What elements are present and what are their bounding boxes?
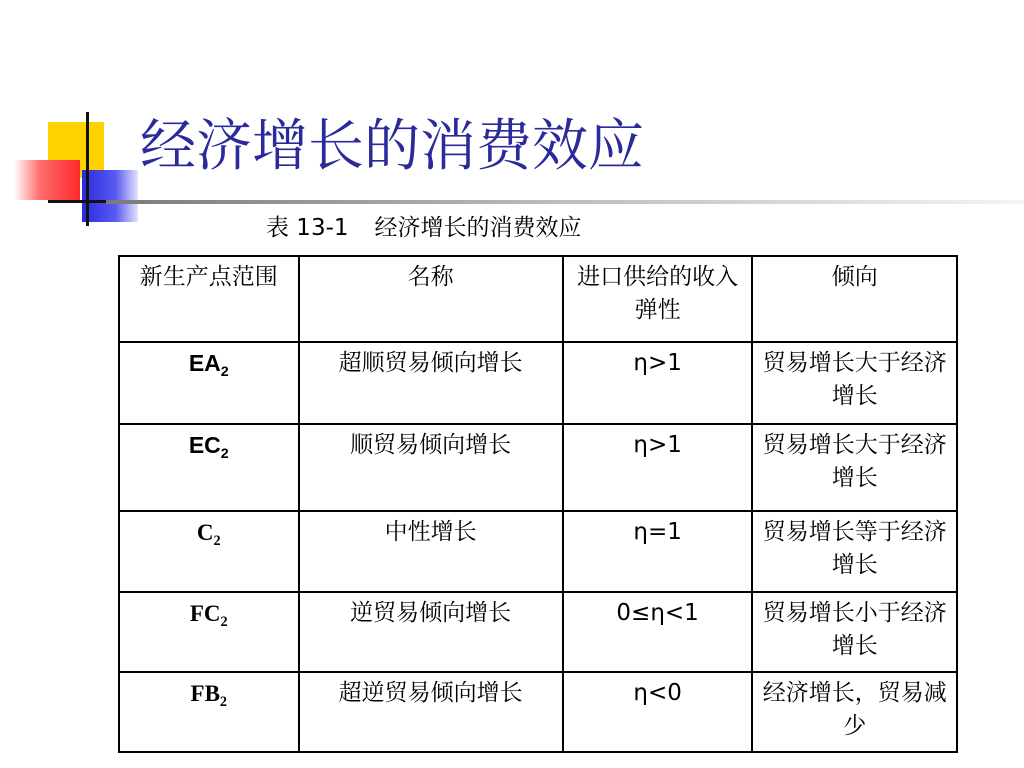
cell-point — [119, 672, 299, 752]
cell-point — [119, 592, 299, 672]
cell-name: 超逆贸易倾向增长 — [299, 672, 563, 752]
cell-point — [119, 511, 299, 592]
point-subscript: 2 — [220, 445, 229, 462]
point-label: EC — [188, 432, 221, 458]
table-row — [119, 592, 957, 672]
cell-name: 逆贸易倾向增长 — [299, 592, 563, 672]
cell-point — [119, 424, 299, 511]
slide-title: 经济增长的消费效应 — [140, 114, 644, 179]
ornament-blue-square — [82, 170, 138, 222]
ornament-vertical-line — [86, 112, 89, 226]
cell-name: 顺贸易倾向增长 — [299, 424, 563, 511]
cell-name: 超顺贸易倾向增长 — [299, 342, 563, 424]
point-subscript: 2 — [220, 613, 228, 630]
table-caption-number: 表 13-1 — [266, 215, 349, 241]
table-row — [119, 672, 957, 752]
growth-effect-table — [118, 255, 958, 753]
cell-tendency: 贸易增长小于经济增长 — [752, 592, 957, 672]
point-subscript: 2 — [213, 532, 221, 549]
cell-elasticity: 0≤η<1 — [563, 592, 753, 672]
point-subscript: 2 — [220, 363, 229, 380]
cell-tendency: 贸易增长大于经济增长 — [752, 424, 957, 511]
point-label: EA — [188, 350, 221, 376]
header-cell-tendency: 倾向 — [752, 256, 957, 342]
cell-name: 中性增长 — [299, 511, 563, 592]
point-subscript: 2 — [219, 693, 228, 710]
cell-tendency: 贸易增长等于经济增长 — [752, 511, 957, 592]
table-row — [119, 424, 957, 511]
header-cell-name: 名称 — [299, 256, 563, 342]
point-label: C — [196, 520, 214, 545]
cell-elasticity: η>1 — [563, 342, 753, 424]
cell-elasticity: η>1 — [563, 424, 753, 511]
table-caption — [266, 212, 582, 244]
cell-elasticity: η<0 — [563, 672, 753, 752]
table-row — [119, 342, 957, 424]
cell-tendency: 经济增长，贸易减少 — [752, 672, 957, 752]
header-cell-point: 新生产点范围 — [119, 256, 299, 342]
table-row — [119, 511, 957, 592]
cell-tendency: 贸易增长大于经济增长 — [752, 342, 957, 424]
point-label: FB — [190, 681, 220, 706]
title-underline — [106, 200, 1024, 204]
point-label: FC — [189, 601, 221, 626]
header-cell-elasticity: 进口供给的收入弹性 — [563, 256, 753, 342]
cell-elasticity: η=1 — [563, 511, 753, 592]
table-header-row — [119, 256, 957, 342]
table-caption-text: 经济增长的消费效应 — [374, 215, 582, 241]
ornament-red-bar — [14, 160, 80, 200]
cell-point — [119, 342, 299, 424]
